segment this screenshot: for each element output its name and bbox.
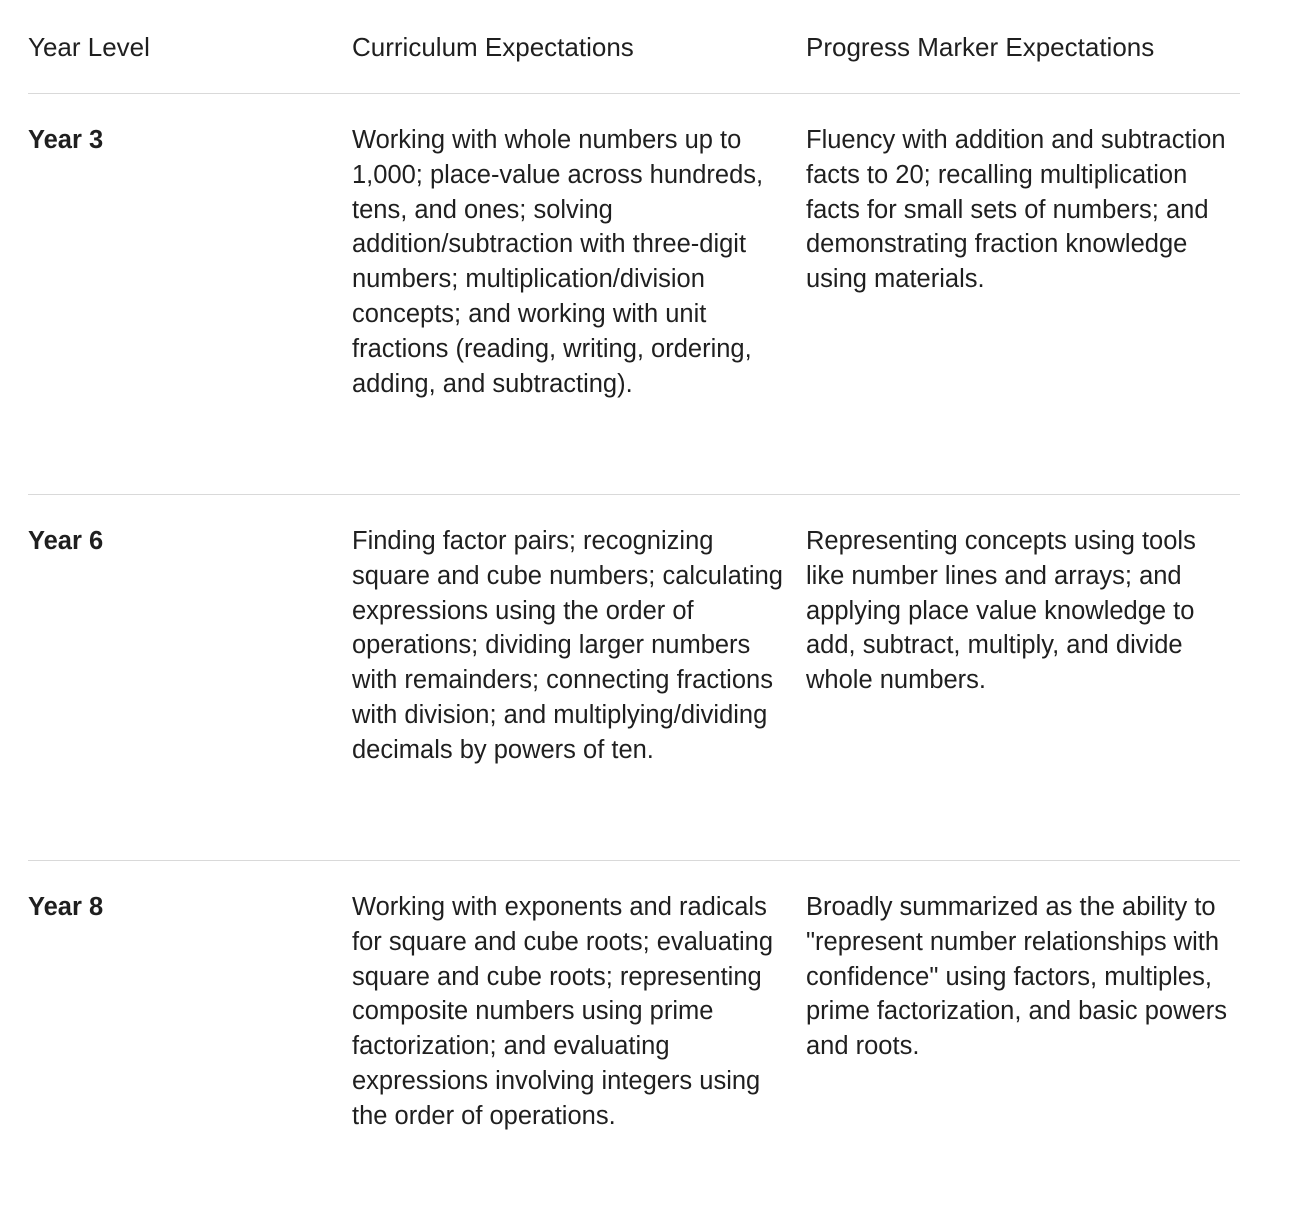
year-level-cell: Year 3 xyxy=(28,126,104,154)
progress-cell: Broadly summarized as the ability to "represent number relationships with confidence" using factors, multiples, prime factorization, and basic powers and roots. xyxy=(806,893,1227,1061)
year-level-cell: Year 6 xyxy=(28,527,104,555)
header-curriculum-expectations: Curriculum Expectations xyxy=(352,32,634,62)
progress-cell: Fluency with addition and subtraction facts to 20; recalling multiplication facts for small sets of numbers; and demonstrating fraction knowledge using materials. xyxy=(806,126,1226,294)
header-progress-marker-expectations: Progress Marker Expectations xyxy=(806,32,1155,62)
table-row xyxy=(28,861,1240,1206)
curriculum-cell: Working with whole numbers up to 1,000; place-value across hundreds, tens, and ones; solving addition/subtraction with three-digit numbers; multiplication/division concepts; and working with unit fractions (reading, writing, ordering, adding, and subtracting). xyxy=(352,126,764,398)
header-year-level: Year Level xyxy=(28,32,150,62)
year-level-cell: Year 8 xyxy=(28,893,104,921)
curriculum-cell: Finding factor pairs; recognizing square and cube numbers; calculating expressions using the order of operations; dividing larger numbers with remainders; connecting fractions with division; and multiplying/dividing decimals by powers of ten. xyxy=(352,527,783,764)
table-header-row xyxy=(28,0,1240,94)
progress-cell: Representing concepts using tools like number lines and arrays; and applying place value knowledge to add, subtract, multiply, and divide whole numbers. xyxy=(806,527,1196,695)
curriculum-cell: Working with exponents and radicals for square and cube roots; evaluating square and cube roots; representing composite numbers using prime factorization; and evaluating expressions involving integers using the order of operations. xyxy=(352,893,774,1130)
table-row xyxy=(28,495,1240,861)
table-row xyxy=(28,94,1240,495)
curriculum-table xyxy=(28,0,1240,1206)
